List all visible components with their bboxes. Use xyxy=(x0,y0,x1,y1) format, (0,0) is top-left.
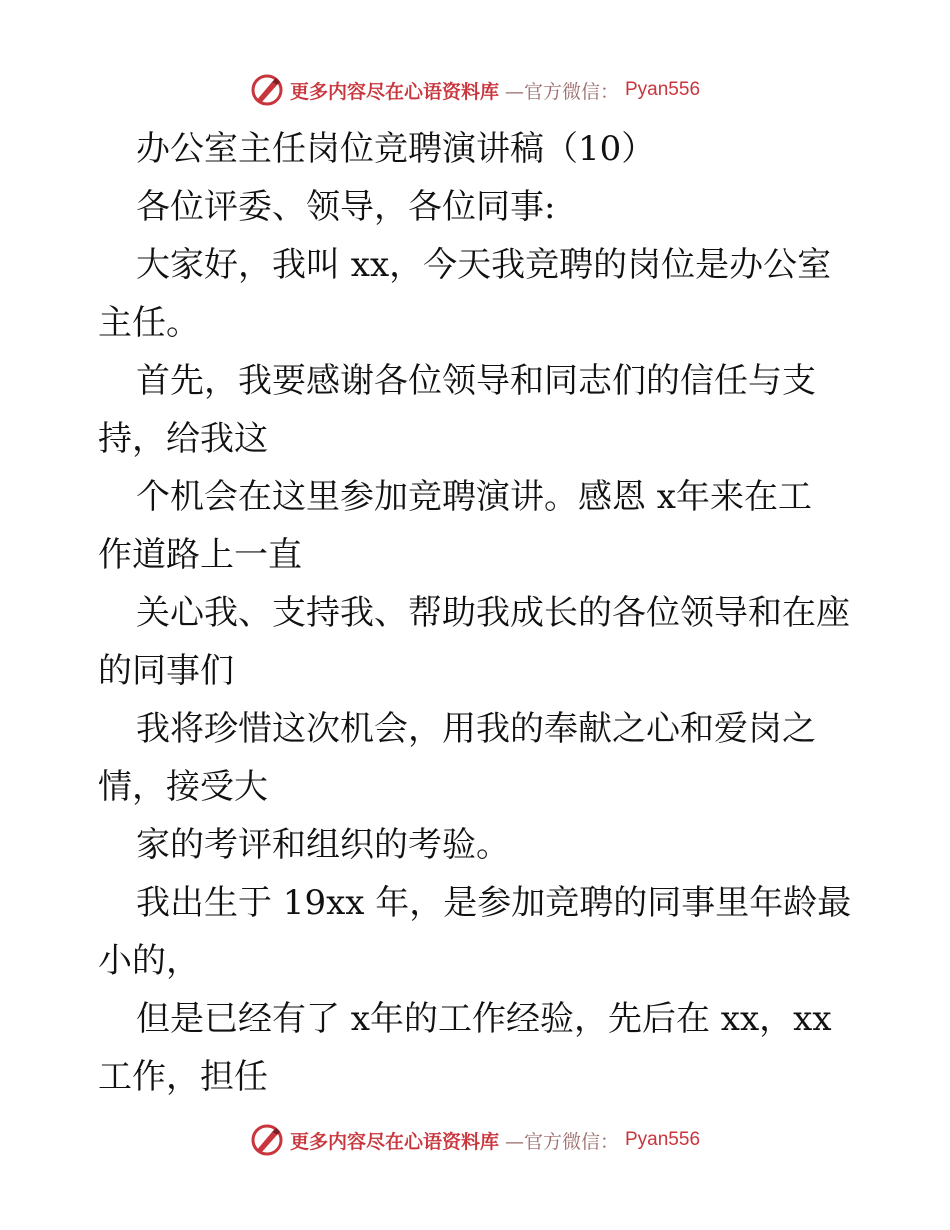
document-title: 办公室主任岗位竞聘演讲稿（10） xyxy=(136,129,656,169)
footer-banner xyxy=(0,1120,950,1160)
banner-title: 更多内容尽在心语资料库 xyxy=(289,80,499,103)
text-line: 主任。 xyxy=(98,303,200,343)
banner-subtitle: —官方微信： xyxy=(504,80,619,103)
text-line: 我将珍惜这次机会，用我的奉献之心和爱岗之 xyxy=(136,709,816,749)
header-banner xyxy=(0,70,950,110)
text-line: 工作，担任 xyxy=(98,1057,268,1097)
banner-title: 更多内容尽在心语资料库 xyxy=(289,1130,499,1153)
text-line: 但是已经有了 x年的工作经验，先后在 xx，xx xyxy=(136,999,832,1039)
banner-account: Pyan556 xyxy=(625,1129,701,1150)
text-line: 小的， xyxy=(98,941,200,981)
text-line: 的同事们 xyxy=(98,651,234,691)
text-line: 作道路上一直 xyxy=(98,535,302,575)
text-line: 各位评委、领导，各位同事: xyxy=(136,187,556,227)
text-line: 持，给我这 xyxy=(98,419,268,459)
text-line: 我出生于 19xx 年，是参加竞聘的同事里年龄最 xyxy=(136,883,852,923)
text-line: 首先，我要感谢各位领导和同志们的信任与支 xyxy=(136,361,816,401)
text-line: 关心我、支持我、帮助我成长的各位领导和在座 xyxy=(136,593,850,633)
text-line: 个机会在这里参加竞聘演讲。感恩 x年来在工 xyxy=(136,477,812,517)
text-line: 情，接受大 xyxy=(98,767,268,807)
document-body xyxy=(98,120,858,1106)
pen-logo-icon xyxy=(250,73,284,107)
text-line: 大家好，我叫 xx，今天我竞聘的岗位是办公室 xyxy=(136,245,832,285)
banner-subtitle: —官方微信： xyxy=(504,1130,619,1153)
banner-account: Pyan556 xyxy=(625,79,701,100)
text-line: 家的考评和组织的考验。 xyxy=(136,825,510,865)
pen-logo-icon xyxy=(250,1123,284,1157)
